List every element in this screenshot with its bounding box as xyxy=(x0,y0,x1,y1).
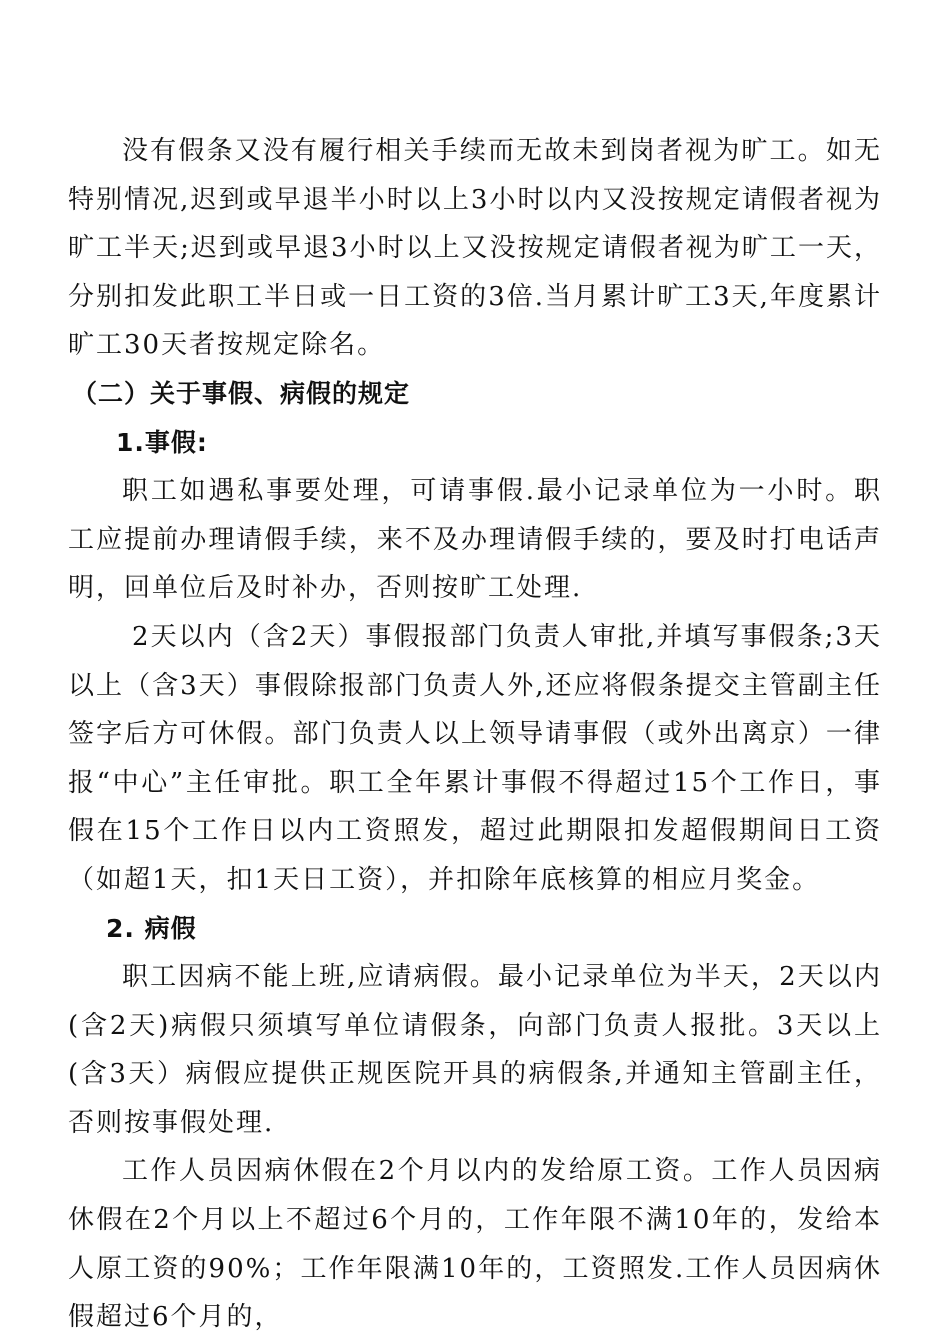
paragraph-personal-leave-procedure: 职工如遇私事要处理，可请事假.最小记录单位为一小时。职工应提前办理请假手续，来不及办理请假手续的，要及时打电话声明，回单位后及时补办，否则按旷工处理. xyxy=(68,476,882,604)
subheading-personal-leave: 1.事假: xyxy=(116,427,208,457)
subheading-sick-leave: 2. 病假 xyxy=(106,913,197,943)
section-heading-leave-rules: （二）关于事假、病假的规定 xyxy=(72,378,411,408)
paragraph-absenteeism: 没有假条又没有履行相关手续而无故未到岗者视为旷工。如无特别情况,迟到或早退半小时以上3小时以内又没按规定请假者视为旷工半天;迟到或早退3小时以上又没按规定请假者视为旷工一天，分别扣发此职工半日或一日工资的3倍.当月累计旷工3天,年度累计旷工30天者按规定除名。 xyxy=(68,136,882,361)
paragraph-sick-leave-procedure: 职工因病不能上班,应请病假。最小记录单位为半天，2天以内(含2天)病假只须填写单位请假条，向部门负责人报批。3天以上(含3天）病假应提供正规医院开具的病假条,并通知主管副主任，否则按事假处理. xyxy=(68,962,882,1138)
document-body xyxy=(68,127,882,1342)
paragraph-personal-leave-approval: 2天以内（含2天）事假报部门负责人审批,并填写事假条;3天以上（含3天）事假除报部门负责人外,还应将假条提交主管副主任签字后方可休假。部门负责人以上领导请事假（或外出离京）一律报“中心”主任审批。职工全年累计事假不得超过15个工作日，事假在15个工作日以内工资照发，超过此期限扣发超假期间日工资（如超1天，扣1天日工资），并扣除年底核算的相应月奖金。 xyxy=(68,621,882,895)
paragraph-sick-leave-pay: 工作人员因病休假在2个月以内的发给原工资。工作人员因病休假在2个月以上不超过6个月的，工作年限不满10年的，发给本人原工资的90%；工作年限满10年的，工资照发.工作人员因病休假超过6个月的， xyxy=(68,1156,882,1333)
